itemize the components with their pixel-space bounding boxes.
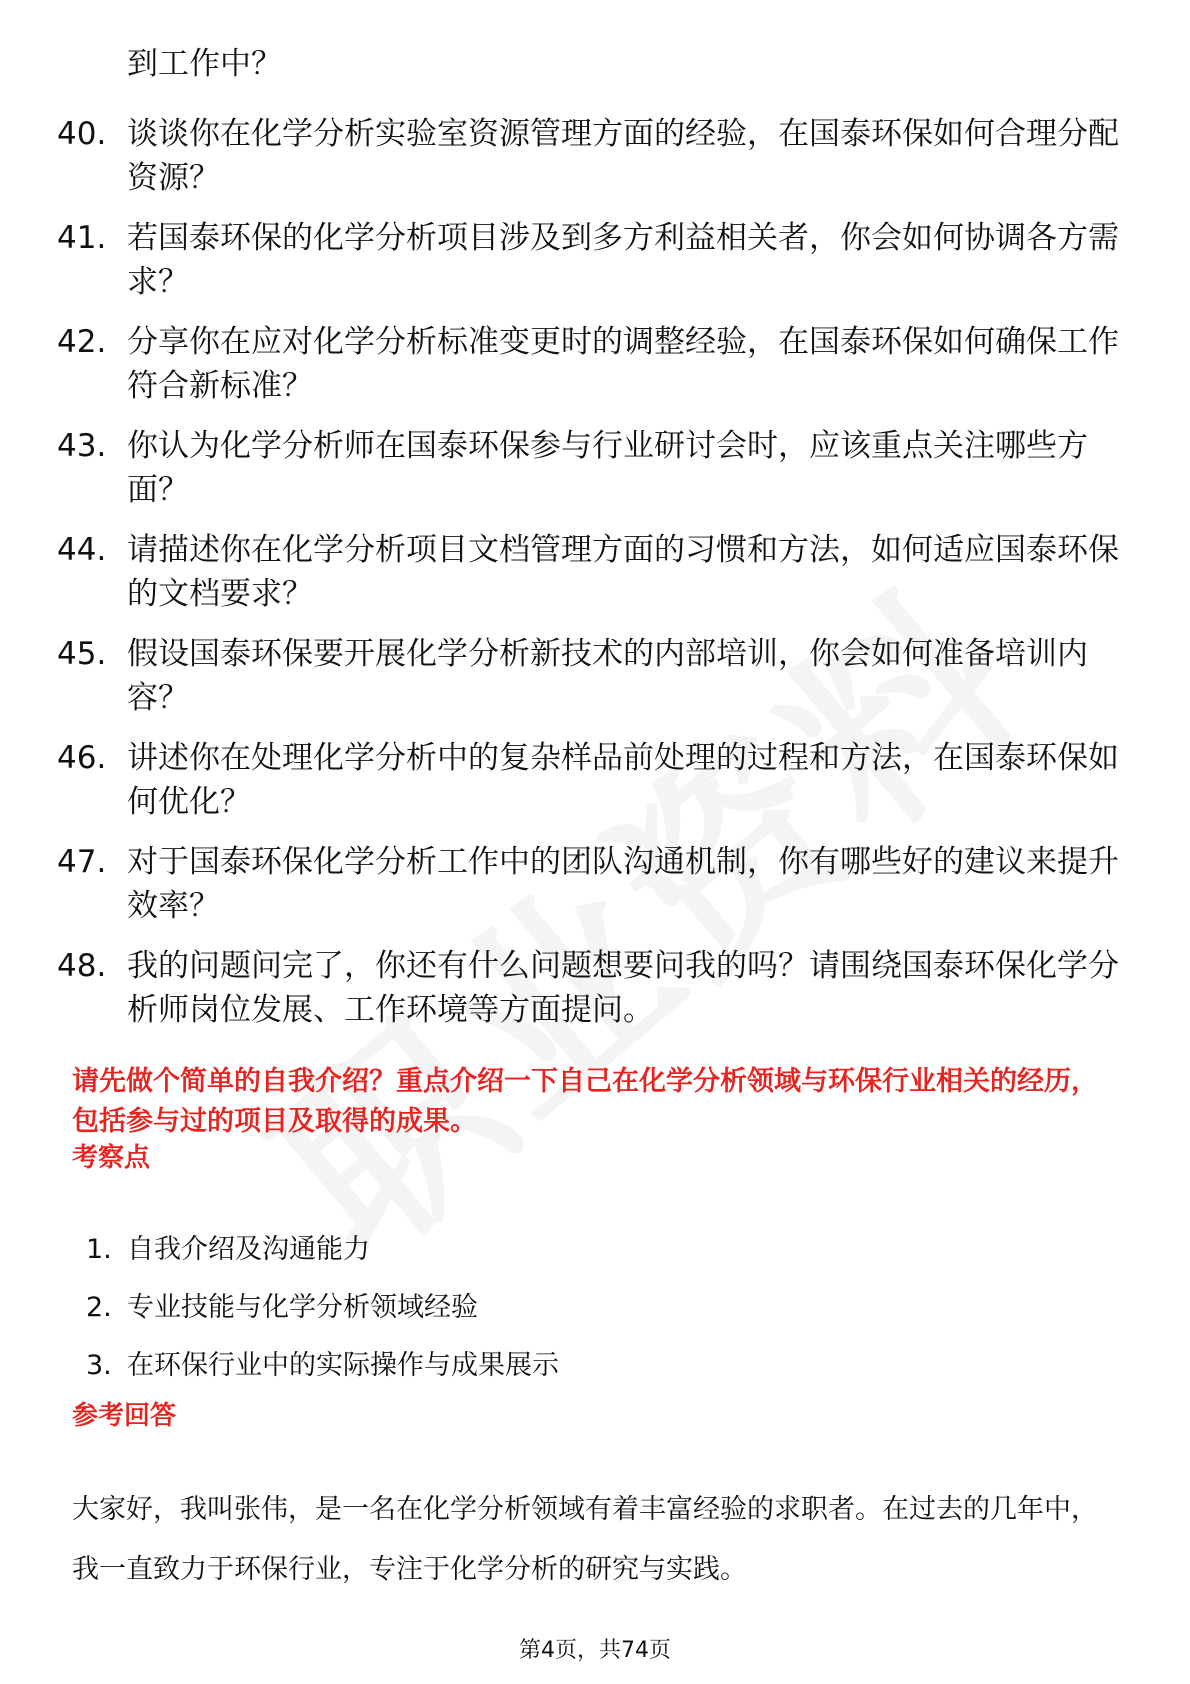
question-number: 40. (57, 116, 107, 152)
exam-points-list (0, 1232, 1190, 1406)
question-text: 我的问题问完了，你还有什么问题想要问我的吗？请围绕国泰环保化学分析师岗位发展、工作环境等方面提问。 (127, 948, 1119, 1028)
question-item (0, 944, 1190, 1048)
exam-point-text: 自我介绍及沟通能力 (127, 1234, 370, 1265)
question-item (0, 840, 1190, 944)
question-number: 47. (57, 844, 107, 880)
question-item (0, 112, 1190, 216)
exam-point-text: 专业技能与化学分析领域经验 (127, 1292, 478, 1323)
question-number: 46. (57, 740, 107, 776)
exam-point-item (0, 1348, 1190, 1406)
question-text: 假设国泰环保要开展化学分析新技术的内部培训，你会如何准备培训内容？ (127, 636, 1088, 716)
exam-points-title: 考察点 (72, 1143, 151, 1173)
highlight-question: 请先做个简单的自我介绍？重点介绍一下自己在化学分析领域与环保行业相关的经历，包括参与过的项目及取得的成果。 (72, 1066, 1098, 1137)
exam-point-item (0, 1232, 1190, 1290)
question-text: 请描述你在化学分析项目文档管理方面的习惯和方法，如何适应国泰环保的文档要求？ (127, 532, 1119, 612)
exam-point-number: 1. (86, 1234, 112, 1265)
question-item (0, 424, 1190, 528)
question-number: 44. (57, 532, 107, 568)
question-number: 41. (57, 220, 107, 256)
question-text: 你认为化学分析师在国泰环保参与行业研讨会时，应该重点关注哪些方面？ (127, 428, 1088, 508)
question-text: 对于国泰环保化学分析工作中的团队沟通机制，你有哪些好的建议来提升效率？ (127, 844, 1119, 924)
question-number: 45. (57, 636, 107, 672)
question-list (0, 112, 1190, 1048)
exam-point-item (0, 1290, 1190, 1348)
question-text: 谈谈你在化学分析实验室资源管理方面的经验，在国泰环保如何合理分配资源？ (127, 116, 1119, 196)
question-item (0, 736, 1190, 840)
question-text: 分享你在应对化学分析标准变更时的调整经验，在国泰环保如何确保工作符合新标准？ (127, 324, 1119, 404)
exam-point-number: 3. (86, 1350, 112, 1381)
page-footer: 第4页，共74页 (519, 1638, 671, 1663)
question-item (0, 632, 1190, 736)
continued-question-text: 到工作中？ (127, 46, 282, 82)
question-number: 48. (57, 948, 107, 984)
reference-answer-title: 参考回答 (72, 1401, 177, 1431)
question-text: 讲述你在处理化学分析中的复杂样品前处理的过程和方法，在国泰环保如何优化？ (127, 740, 1119, 820)
reference-answer-text: 大家好，我叫张伟，是一名在化学分析领域有着丰富经验的求职者。在过去的几年中，我一直致力于环保行业，专注于化学分析的研究与实践。 (72, 1494, 1098, 1585)
question-item (0, 320, 1190, 424)
question-text: 若国泰环保的化学分析项目涉及到多方利益相关者，你会如何协调各方需求？ (127, 220, 1119, 300)
exam-point-number: 2. (86, 1292, 112, 1323)
question-number: 42. (57, 324, 107, 360)
question-item (0, 216, 1190, 320)
question-number: 43. (57, 428, 107, 464)
exam-point-text: 在环保行业中的实际操作与成果展示 (127, 1350, 559, 1381)
question-item (0, 528, 1190, 632)
